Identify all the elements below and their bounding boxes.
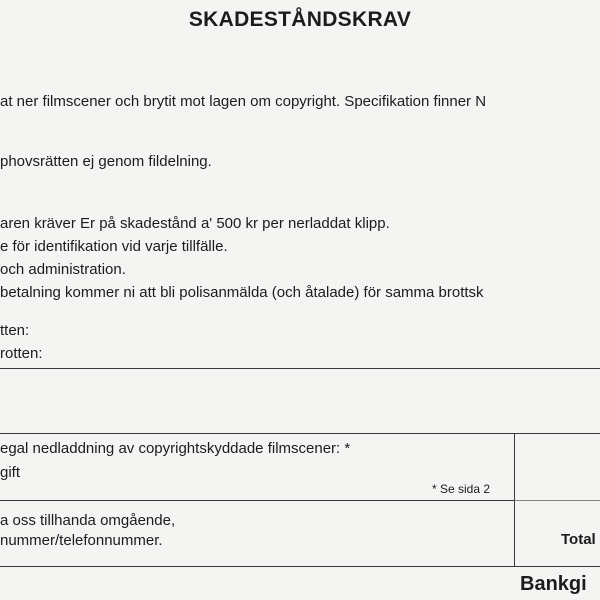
field-label-2: rotten: <box>0 345 43 362</box>
total-label: Total <box>561 531 596 548</box>
claim-line-2: e för identifikation vid varje tillfälle. <box>0 238 228 255</box>
form-row2-text: a oss tillhanda omgående, <box>0 512 176 529</box>
section-divider <box>0 368 600 369</box>
field-label-1: tten: <box>0 322 30 339</box>
total-cell-border <box>514 500 600 501</box>
form-row1-note: * Se sida 2 <box>432 482 491 496</box>
claim-line-1: aren kräver Er på skadestånd a' 500 kr per nerladdat klipp. <box>0 215 390 232</box>
bankgiro-label: Bankgi <box>520 573 587 595</box>
form-row1-subtext: gift <box>0 464 21 481</box>
paragraph-filesharing: phovsrätten ej genom fildelning. <box>0 153 212 170</box>
table-top-border <box>0 433 600 434</box>
claim-line-4: betalning kommer ni att bli polisanmälda (och åtalade) för samma brottsk <box>0 284 484 301</box>
table-row-divider <box>0 500 515 501</box>
claim-line-3: och administration. <box>0 261 126 278</box>
form-row1-text: egal nedladdning av copyrightskyddade filmscener: * <box>0 440 351 457</box>
paragraph-copyright: at ner filmscener och brytit mot lagen om copyright. Specifikation finner N <box>0 93 487 110</box>
table-bottom-border <box>0 566 600 567</box>
form-row2-subtext: nummer/telefonnummer. <box>0 532 163 549</box>
document-title: SKADESTÅNDSKRAV <box>188 8 412 31</box>
